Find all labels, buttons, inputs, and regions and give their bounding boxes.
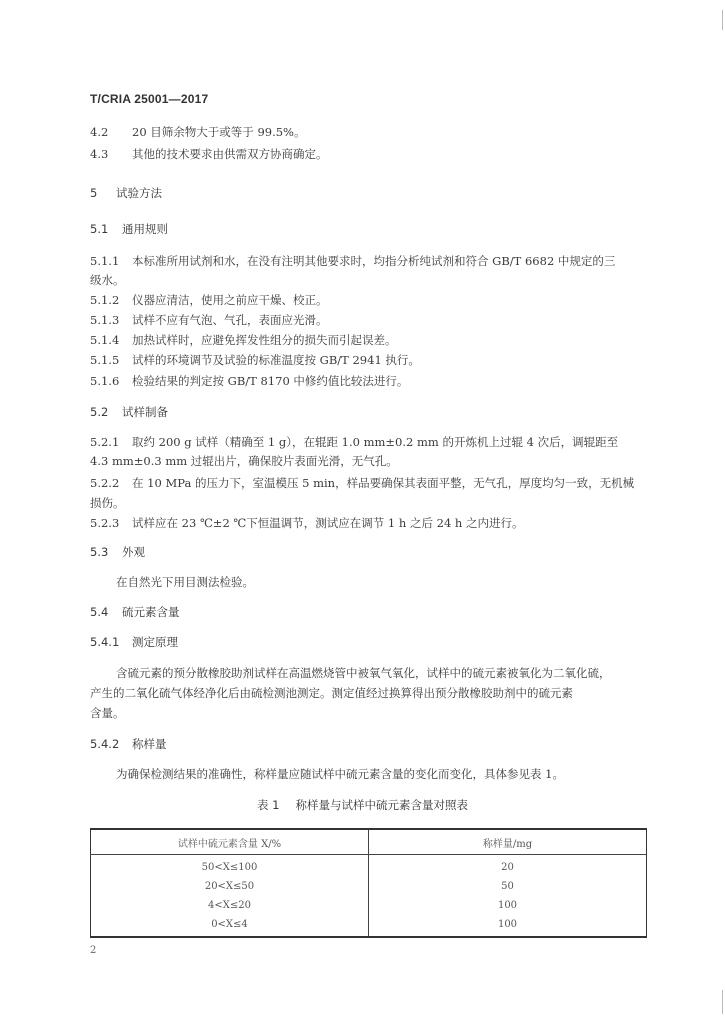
- table-cell: 4<X≤20: [91, 896, 369, 915]
- table-1-caption: [0, 797, 725, 813]
- section-number: 5: [90, 186, 98, 200]
- table-cell: 20<X≤50: [91, 877, 369, 896]
- section-5-2-heading: [90, 402, 647, 422]
- clause-text: 试样应在 23 ℃±2 ℃下恒温调节，测试应在调节 1 h 之后 24 h 之内进行。: [132, 516, 524, 530]
- section-title: 试样制备: [122, 405, 168, 419]
- principle-line-1: 含硫元素的预分散橡胶助剂试样在高温燃烧管中被氧气氧化，试样中的硫元素被氧化为二氧化硫，: [116, 666, 611, 680]
- clause-text: 在 10 MPa 的压力下，室温模压 5 min，样品要确保其表面平整，无气孔，厚度均匀一致，无机械: [132, 476, 635, 490]
- clause-5-1-2: [90, 290, 647, 310]
- scan-edge-mark: [722, 10, 723, 30]
- clause-number: 5.1.4: [90, 333, 120, 347]
- clause-text: 本标准所用试剂和水，在没有注明其他要求时，均指分析纯试剂和符合 GB/T 6682 中规定的三: [132, 254, 616, 268]
- section-number: 5.1: [90, 222, 109, 236]
- table-caption-text: 称样量与试样中硫元素含量对照表: [295, 798, 468, 812]
- table-cell: 50: [501, 881, 514, 892]
- table-header-row: [91, 829, 647, 855]
- section-number: 5.4.1: [90, 635, 120, 649]
- clause-text: 检验结果的判定按 GB/T 8170 中修约值比较法进行。: [132, 374, 409, 388]
- column-header-sulfur-content: 试样中硫元素含量 X/%: [91, 829, 369, 855]
- section-number: 5.3: [90, 545, 109, 559]
- section-5-3-text: 在自然光下用目测法检验。: [116, 575, 254, 589]
- table-cell: 100: [369, 915, 647, 937]
- clause-number: 5.1.3: [90, 313, 120, 327]
- page-number: 2: [90, 945, 97, 956]
- clause-5-2-1: [90, 432, 647, 452]
- section-5-4-2-heading: [90, 734, 647, 754]
- section-title: 通用规则: [122, 222, 168, 236]
- clause-number: 5.2.1: [90, 435, 120, 449]
- clause-5-2-3: [90, 513, 647, 533]
- scan-edge-mark: [722, 990, 723, 1014]
- principle-line-2: 产生的二氧化硫气体经净化后由硫检测池测定。测定值经过换算得出预分散橡胶助剂中的硫元素: [90, 686, 573, 700]
- clause-5-1-1-continuation: 级水。: [90, 273, 125, 287]
- table-cell: 50<X≤100: [91, 855, 369, 878]
- clause-text: 试样的环境调节及试验的标准温度按 GB/T 2941 执行。: [132, 353, 420, 367]
- clause-5-1-1: [90, 251, 647, 271]
- standard-code-header: T/CRIA 25001—2017: [90, 92, 209, 106]
- table-row: [91, 855, 647, 878]
- clause-5-1-6: [90, 371, 647, 391]
- clause-text: 20 目筛余物大于或等于 99.5%。: [132, 125, 306, 139]
- section-title: 测定原理: [132, 635, 178, 649]
- section-title: 试验方法: [116, 186, 162, 200]
- section-title: 外观: [122, 545, 145, 559]
- column-header-sample-mass: 称样量/mg: [369, 829, 647, 855]
- clause-4-3: [90, 144, 647, 164]
- clause-text: 其他的技术要求由供需双方协商确定。: [132, 147, 328, 161]
- clause-5-1-5: [90, 350, 647, 370]
- clause-5-2-2: [90, 473, 647, 493]
- section-5-4-1-heading: [90, 632, 647, 652]
- clause-5-1-3: [90, 310, 647, 330]
- table-1: [90, 828, 647, 938]
- section-number: 5.4.2: [90, 737, 120, 751]
- clause-number: 5.1.1: [90, 254, 120, 268]
- section-title: 硫元素含量: [122, 605, 180, 619]
- section-5-3-heading: [90, 542, 647, 562]
- table-row: [91, 915, 647, 937]
- table-cell: 0<X≤4: [91, 915, 369, 937]
- section-number: 5.4: [90, 605, 109, 619]
- clause-number: 5.1.2: [90, 293, 120, 307]
- clause-5-2-2-continuation: 损伤。: [90, 496, 125, 510]
- clause-text: 取约 200 g 试样（精确至 1 g），在辊距 1.0 mm±0.2 mm 的开炼机上过辊 4 次后，调辊距至: [132, 435, 619, 449]
- table-row: [91, 877, 647, 896]
- section-5-heading: [90, 183, 647, 203]
- principle-line-3: 含量。: [90, 706, 125, 720]
- table-cell: 20: [501, 862, 514, 873]
- clause-text: 仪器应清洁，使用之前应干燥、校正。: [132, 293, 328, 307]
- table-number: 表 1: [257, 798, 280, 812]
- table-row: [91, 896, 647, 915]
- clause-text: 加热试样时，应避免挥发性组分的损失而引起误差。: [132, 333, 397, 347]
- clause-number: 4.2: [90, 125, 109, 139]
- clause-5-2-1-continuation: 4.3 mm±0.3 mm 过辊出片，确保胶片表面光滑，无气孔。: [90, 454, 398, 468]
- clause-5-1-4: [90, 330, 647, 350]
- section-5-4-2-text: 为确保检测结果的准确性，称样量应随试样中硫元素含量的变化而变化，具体参见表 1。: [116, 767, 564, 781]
- section-5-4-heading: [90, 602, 647, 622]
- section-number: 5.2: [90, 405, 109, 419]
- clause-number: 5.2.2: [90, 476, 120, 490]
- clause-number: 4.3: [90, 147, 109, 161]
- section-title: 称样量: [132, 737, 167, 751]
- clause-4-2: [90, 122, 647, 142]
- clause-number: 5.1.5: [90, 353, 120, 367]
- table-cell: 100: [497, 900, 518, 911]
- clause-number: 5.2.3: [90, 516, 120, 530]
- clause-text: 试样不应有气泡、气孔，表面应光滑。: [132, 313, 328, 327]
- clause-number: 5.1.6: [90, 374, 120, 388]
- section-5-1-heading: [90, 219, 647, 239]
